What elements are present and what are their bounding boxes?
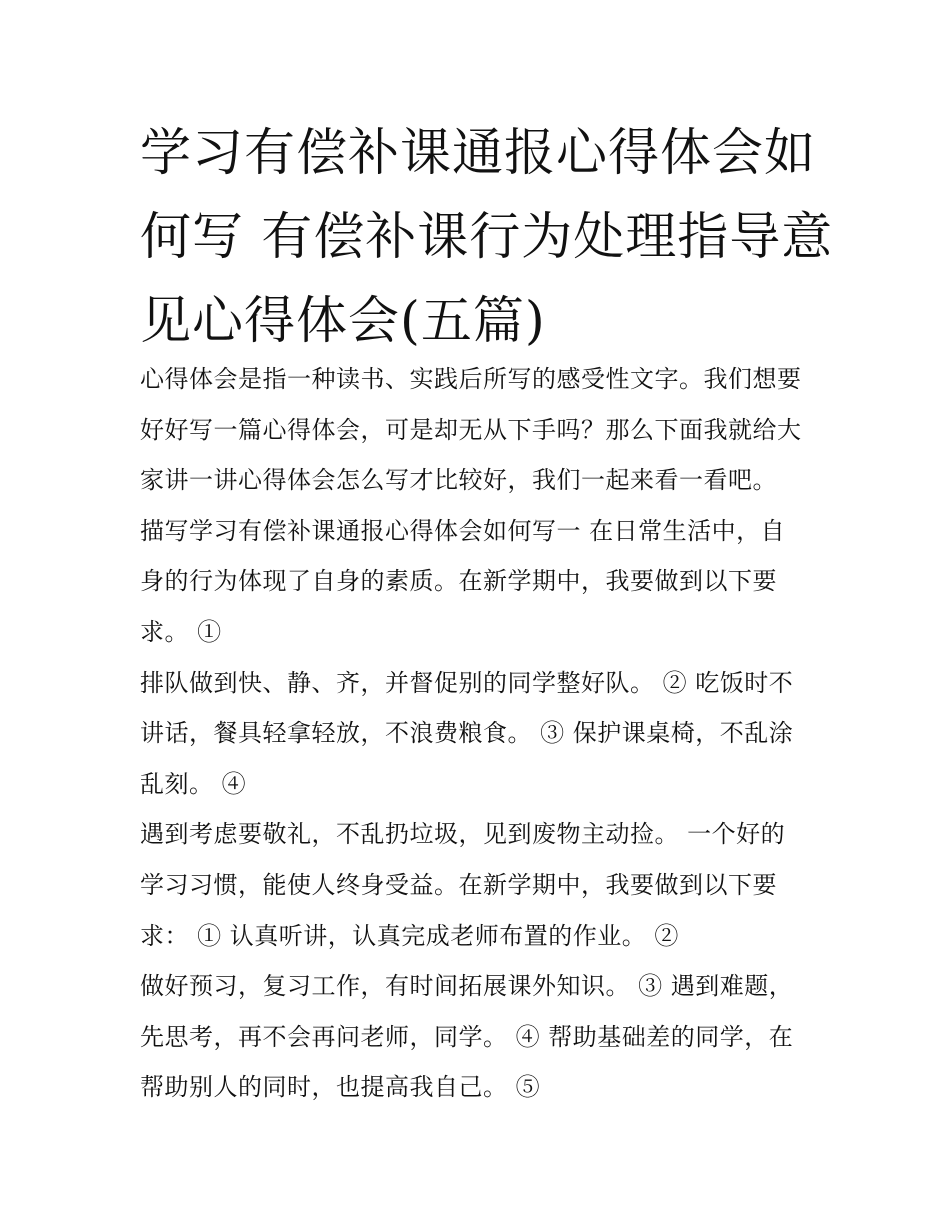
body-line: 好好写一篇心得体会，可是却无从下手吗？那么下面我就给大 (140, 415, 802, 444)
body-line: 乱刻。 ④ (140, 769, 247, 798)
body-line: 做好预习，复习工作，有时间拓展课外知识。 ③ 遇到难题， (140, 972, 794, 1001)
body-line: 求。 ① (140, 617, 222, 646)
document-title (140, 112, 834, 364)
title-line: 何写 有偿补课行为处理指导意 (140, 208, 834, 267)
body-line: 学习习惯，能使人终身受益。在新学期中，我要做到以下要 (140, 870, 777, 899)
body-line: 家讲一讲心得体会怎么写才比较好，我们一起来看一看吧。 (140, 466, 777, 495)
title-line: 学习有偿补课通报心得体会如 (140, 124, 817, 183)
body-line: 遇到考虑要敬礼，不乱扔垃圾，见到废物主动捡。 一个好的 (140, 820, 786, 849)
body-line: 先思考，再不会再问老师，同学。 ④ 帮助基础差的同学，在 (140, 1022, 794, 1051)
body-line: 讲话，餐具轻拿轻放，不浪费粮食。 ③ 保护课桌椅，不乱涂 (140, 719, 794, 748)
body-line: 描写学习有偿补课通报心得体会如何写一 在日常生活中，自 (140, 516, 786, 545)
title-line: 见心得体会(五篇) (140, 292, 546, 351)
body-line: 求： ① 认真听讲，认真完成老师布置的作业。 ② (140, 921, 679, 950)
body-line: 身的行为体现了自身的素质。在新学期中，我要做到以下要 (140, 567, 777, 596)
body-line: 帮助别人的同时，也提高我自己。 ⑤ (140, 1073, 541, 1102)
document-body (140, 354, 830, 1113)
body-line: 排队做到快、静、齐，并督促别的同学整好队。 ② 吃饭时不 (140, 668, 794, 697)
body-line: 心得体会是指一种读书、实践后所写的感受性文字。我们想要 (140, 365, 802, 393)
